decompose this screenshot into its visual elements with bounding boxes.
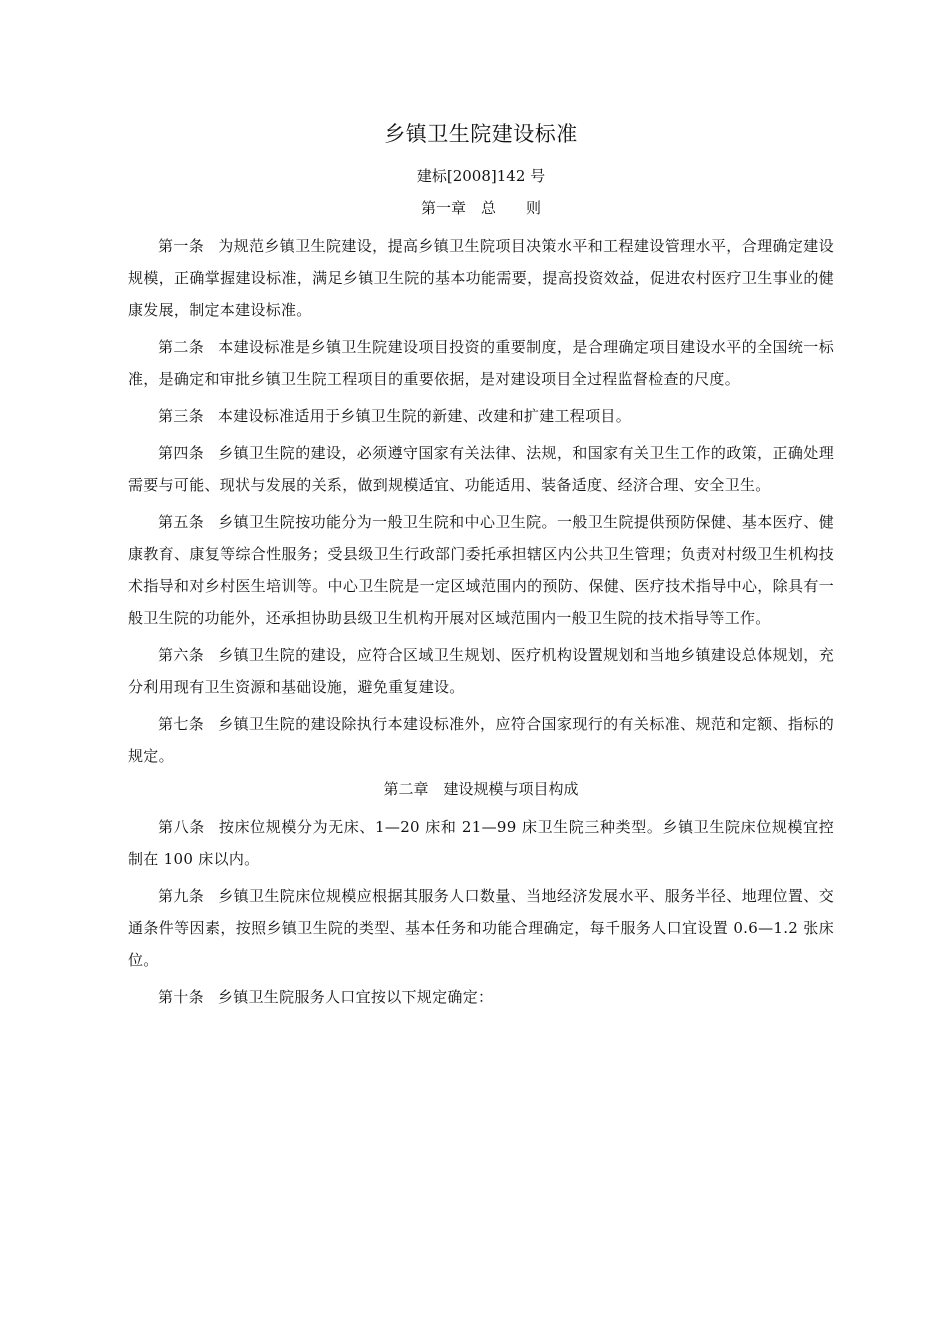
chapter-heading-2: 第二章 建设规模与项目构成 [383, 780, 579, 798]
article-7 [128, 708, 834, 772]
article-text: 为规范乡镇卫生院建设，提高乡镇卫生院项目决策水平和工程建设管理水平，合理确定建设规模，正确掌握建设标准，满足乡镇卫生院的基本功能需要，提高投资效益，促进农村医疗卫生事业的健康发展，制定本建设标准。 [128, 237, 834, 319]
article-number: 第九条 [158, 887, 205, 905]
article-text: 本建设标准是乡镇卫生院建设项目投资的重要制度，是合理确定项目建设水平的全国统一标准，是确定和审批乡镇卫生院工程项目的重要依据，是对建设项目全过程监督检查的尺度。 [128, 338, 834, 388]
article-text: 乡镇卫生院按功能分为一般卫生院和中心卫生院。一般卫生院提供预防保健、基本医疗、健康教育、康复等综合性服务；受县级卫生行政部门委托承担辖区内公共卫生管理；负责对村级卫生机构技术指导和对乡村医生培训等。中心卫生院是一定区域范围内的预防、保健、医疗技术指导中心，除具有一般卫生院的功能外，还承担协助县级卫生机构开展对区域范围内一般卫生院的技术指导等工作。 [128, 513, 834, 627]
article-text: 乡镇卫生院床位规模应根据其服务人口数量、当地经济发展水平、服务半径、地理位置、交通条件等因素，按照乡镇卫生院的类型、基本任务和功能合理确定，每千服务人口宜设置 0.6—1.2 张床位。 [128, 887, 834, 969]
document-page [128, 118, 834, 1018]
article-5 [128, 506, 834, 634]
article-text: 本建设标准适用于乡镇卫生院的新建、改建和扩建工程项目。 [217, 407, 632, 425]
article-2 [128, 331, 834, 395]
article-6 [128, 639, 834, 703]
document-title: 乡镇卫生院建设标准 [384, 122, 578, 146]
article-text: 乡镇卫生院的建设，必须遵守国家有关法律、法规，和国家有关卫生工作的政策，正确处理需要与可能、现状与发展的关系，做到规模适宜、功能适用、装备适度、经济合理、安全卫生。 [128, 444, 834, 494]
article-number: 第四条 [158, 444, 205, 462]
article-number: 第二条 [158, 338, 205, 356]
article-text: 乡镇卫生院的建设除执行本建设标准外，应符合国家现行的有关标准、规范和定额、指标的规定。 [128, 715, 834, 765]
article-text: 乡镇卫生院的建设，应符合区域卫生规划、医疗机构设置规划和当地乡镇建设总体规划，充分利用现有卫生资源和基础设施，避免重复建设。 [128, 646, 834, 696]
article-9 [128, 880, 834, 976]
article-4 [128, 437, 834, 501]
article-10 [128, 981, 834, 1013]
article-number: 第七条 [158, 715, 205, 733]
article-3 [128, 400, 834, 432]
article-number: 第三条 [158, 407, 204, 425]
article-1 [128, 230, 834, 326]
article-number: 第六条 [158, 646, 205, 664]
article-number: 第十条 [158, 988, 204, 1006]
article-text: 乡镇卫生院服务人口宜按以下规定确定： [217, 988, 494, 1006]
chapter-heading-1: 第一章 总 则 [420, 199, 541, 217]
article-number: 第一条 [158, 237, 205, 255]
article-number: 第八条 [158, 818, 205, 836]
article-8 [128, 811, 834, 875]
document-number: 建标[2008]142 号 [416, 167, 546, 185]
article-number: 第五条 [158, 513, 205, 531]
article-text: 按床位规模分为无床、1—20 床和 21—99 床卫生院三种类型。乡镇卫生院床位规模宜控制在 100 床以内。 [128, 818, 834, 868]
